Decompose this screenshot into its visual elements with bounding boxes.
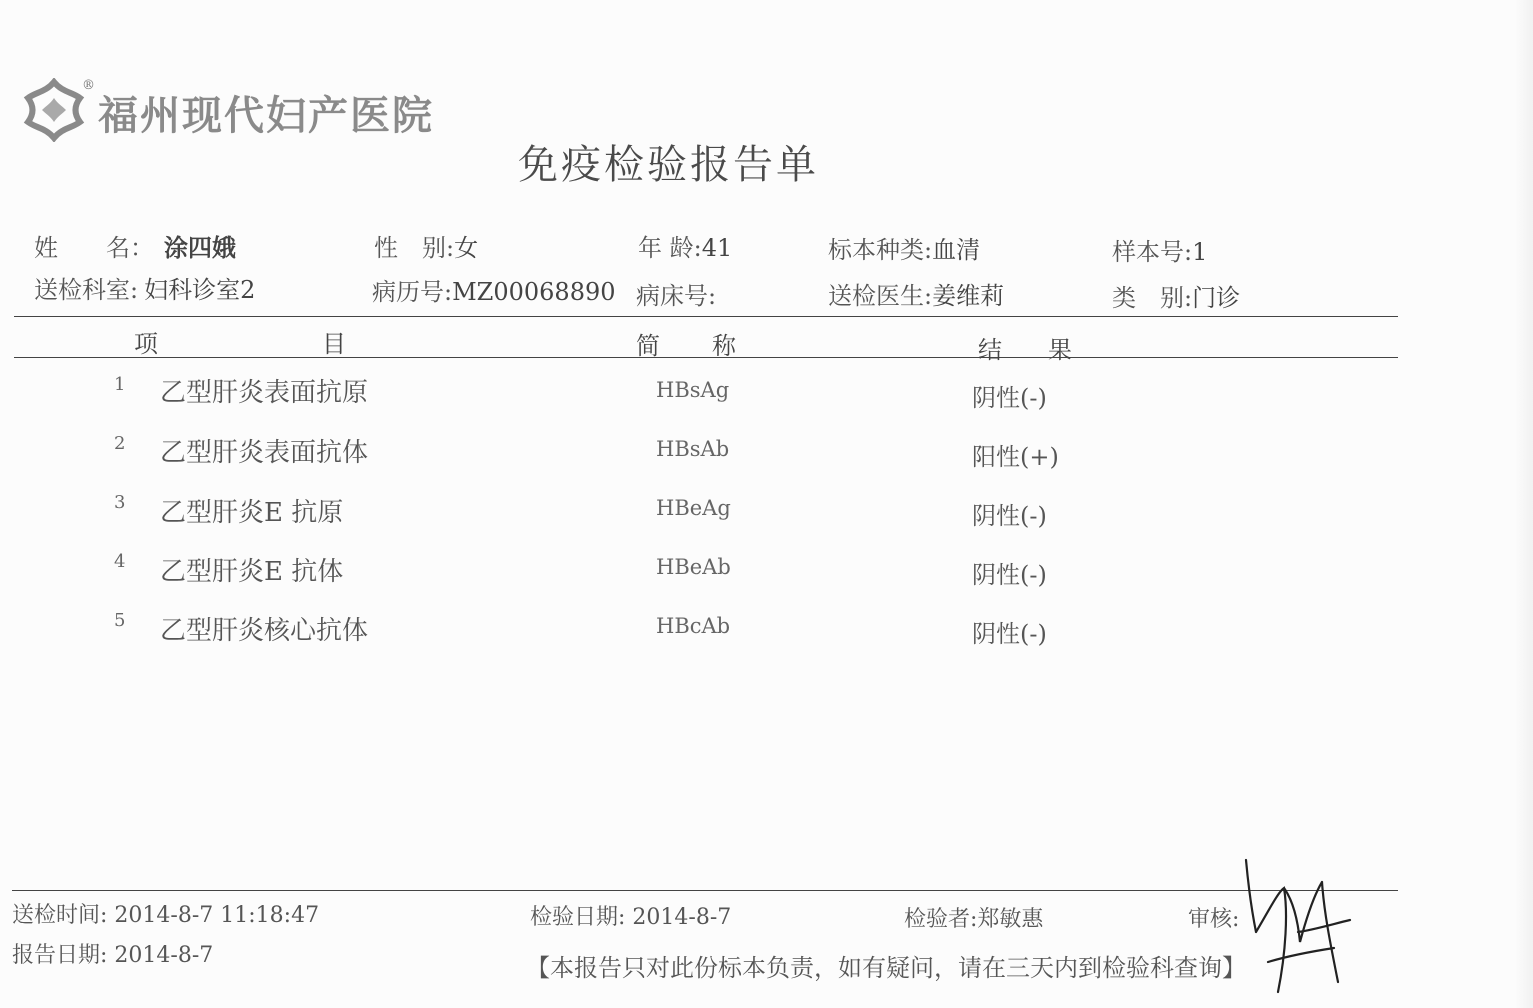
row-result: 阴性(-) xyxy=(972,620,1047,648)
sample-no-label: 样本号: xyxy=(1112,238,1193,266)
row-number: 1 xyxy=(114,374,126,395)
row-result: 阴性(-) xyxy=(972,561,1047,589)
report-date-value: 2014-8-7 xyxy=(114,943,214,968)
row-number: 4 xyxy=(114,551,126,572)
sample-no-value: 1 xyxy=(1192,238,1208,266)
dept-value: 妇科诊室2 xyxy=(144,276,256,304)
header-result-right: 果 xyxy=(1048,336,1072,364)
row-item-name: 乙型肝炎E 抗原 xyxy=(160,498,344,528)
patient-age-value: 41 xyxy=(701,234,733,262)
test-date-field xyxy=(530,900,731,931)
row-abbreviation: HBcAb xyxy=(656,614,731,638)
reviewer-signature-icon xyxy=(1238,852,1358,1002)
bed-no-field xyxy=(636,276,716,311)
hospital-name: 福州现代妇产医院 xyxy=(98,93,434,139)
category-label: 类 别: xyxy=(1112,284,1193,312)
header-abbr-right: 称 xyxy=(712,332,736,360)
header-result-left: 结 xyxy=(978,336,1002,364)
sample-no-field xyxy=(1112,232,1207,267)
row-item-name: 乙型肝炎E 抗体 xyxy=(160,557,344,587)
footer-rule xyxy=(12,890,1398,891)
row-number: 3 xyxy=(114,492,126,513)
doctor-label: 送检医生: xyxy=(828,282,933,310)
paper-edge-shadow xyxy=(1515,0,1533,1008)
tester-field xyxy=(904,902,1043,933)
patient-name-value: 涂四娥 xyxy=(164,234,236,262)
dept-label: 送检科室: xyxy=(34,276,139,304)
patient-age-label: 年 龄: xyxy=(638,234,702,262)
row-item-name: 乙型肝炎表面抗体 xyxy=(160,438,369,468)
report-date-field xyxy=(12,938,213,969)
row-item-name: 乙型肝炎核心抗体 xyxy=(160,616,369,646)
record-no-field xyxy=(372,272,616,307)
record-no-value: MZ00068890 xyxy=(452,278,616,306)
registered-mark: ® xyxy=(82,78,95,93)
test-date-label: 检验日期: xyxy=(530,905,626,930)
test-date-value: 2014-8-7 xyxy=(632,905,732,930)
row-result: 阴性(-) xyxy=(972,502,1047,530)
report-date-label: 报告日期: xyxy=(12,943,108,968)
doctor-field xyxy=(828,276,1004,311)
submit-time-label: 送检时间: xyxy=(12,903,108,928)
table-header-rule xyxy=(14,357,1398,358)
row-result: 阴性(-) xyxy=(972,384,1047,412)
submit-time-field xyxy=(12,898,319,929)
row-number: 2 xyxy=(114,433,126,454)
header-item-right: 目 xyxy=(322,330,346,358)
disclaimer-notice: 【本报告只对此份标本负责，如有疑问，请在三天内到检验科查询】 xyxy=(526,954,1246,982)
tester-label: 检验者: xyxy=(904,907,978,932)
reviewer-label: 审核: xyxy=(1188,907,1240,932)
hospital-logo-icon xyxy=(22,78,86,142)
patient-name-field xyxy=(34,228,236,263)
specimen-type-value: 血清 xyxy=(932,236,981,264)
report-title: 免疫检验报告单 xyxy=(518,142,819,188)
row-abbreviation: HBeAg xyxy=(656,496,731,520)
header-abbr-left: 简 xyxy=(636,332,660,360)
row-abbreviation: HBsAg xyxy=(656,378,730,402)
patient-sex-value: 女 xyxy=(454,234,479,262)
tester-value: 郑敏惠 xyxy=(977,907,1044,932)
category-value: 门诊 xyxy=(1192,284,1241,312)
dept-field xyxy=(34,270,255,305)
header-item-left: 项 xyxy=(134,330,158,358)
patient-sex-label: 性 别: xyxy=(374,234,455,262)
row-abbreviation: HBeAb xyxy=(656,555,731,579)
bed-no-label: 病床号: xyxy=(636,282,717,310)
record-no-label: 病历号: xyxy=(372,278,453,306)
patient-age-field xyxy=(638,228,732,263)
specimen-type-field xyxy=(828,230,980,265)
doctor-value: 姜维莉 xyxy=(932,282,1005,310)
category-field xyxy=(1112,278,1240,313)
patient-sex-field xyxy=(374,228,478,263)
table-top-rule xyxy=(14,316,1398,317)
submit-time-value: 2014-8-7 11:18:47 xyxy=(114,903,320,928)
row-number: 5 xyxy=(114,610,126,631)
specimen-type-label: 标本种类: xyxy=(828,236,933,264)
reviewer-field xyxy=(1188,902,1239,933)
row-abbreviation: HBsAb xyxy=(656,437,730,461)
row-item-name: 乙型肝炎表面抗原 xyxy=(160,378,369,408)
patient-name-label: 姓 名： xyxy=(34,234,154,262)
row-result: 阳性(+) xyxy=(972,443,1059,471)
